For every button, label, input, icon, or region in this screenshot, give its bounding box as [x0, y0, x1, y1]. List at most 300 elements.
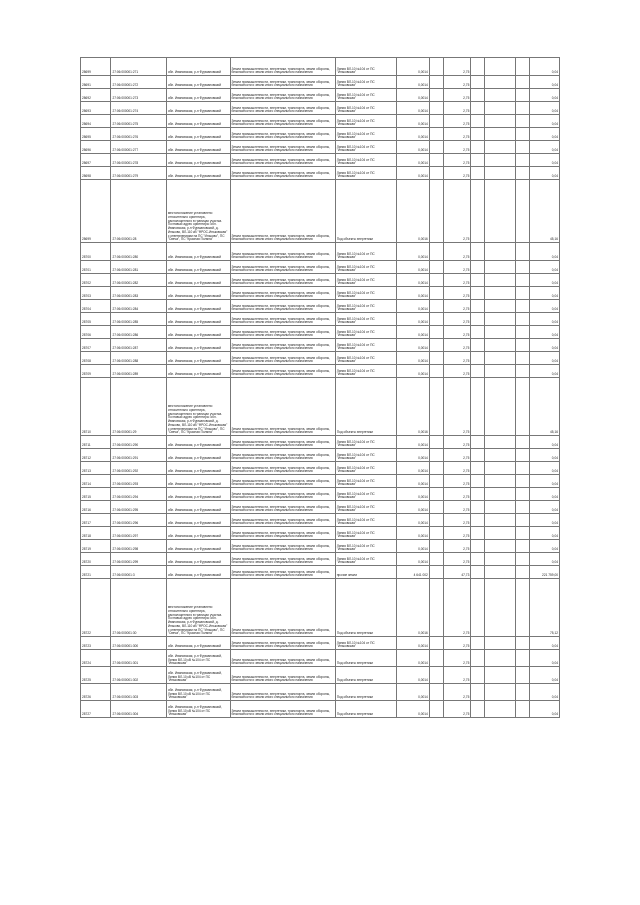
cell-cat: Земли промышленности, энергетики, транспорта, земли обороны, безопасности и земли иного специального назначения — [230, 527, 335, 540]
cell-empty — [485, 540, 515, 553]
cell-addr: обл. Ивановская, р-н Фурмановский — [166, 352, 230, 365]
cell-price: 2,75 — [443, 684, 471, 701]
cell-area: 0,0014 — [396, 637, 429, 650]
cell-total: 0,04 — [529, 128, 560, 141]
table-row — [81, 378, 560, 436]
cell-area: 0,0014 — [396, 313, 429, 326]
cell-cad: 27:06:000001:299 — [111, 553, 166, 566]
cell-use: Под объекты энергетики — [335, 684, 396, 701]
cell-area: 0,0014 — [396, 449, 429, 462]
table-row — [81, 326, 560, 339]
cell-cat: Земли промышленности, энергетики, транспорта, земли обороны, безопасности и земли иного специального назначения — [230, 76, 335, 89]
cell-price: 2,75 — [443, 527, 471, 540]
cell-area: 0,0014 — [396, 141, 429, 154]
table-row — [81, 313, 560, 326]
cell-price: 47,73 — [443, 566, 471, 579]
table-row — [81, 167, 560, 180]
cell-empty — [471, 579, 485, 637]
cell-empty — [429, 667, 443, 684]
cell-addr: обл. Ивановская, р-н Фурмановский — [166, 365, 230, 378]
cell-empty — [471, 566, 485, 579]
table-row — [81, 684, 560, 701]
cell-empty — [485, 501, 515, 514]
cell-cat: Земли промышленности, энергетики, транспорта, земли обороны, безопасности и земли иного специального назначения — [230, 462, 335, 475]
cell-empty — [485, 261, 515, 274]
cell-addr: обл. Ивановская, р-н Фурмановский — [166, 287, 230, 300]
cell-total: 0,04 — [529, 488, 560, 501]
cell-addr: обл. Ивановская, р-н Фурмановский — [166, 436, 230, 449]
table-row — [81, 102, 560, 115]
cell-empty — [429, 89, 443, 102]
cell-use: Линия ВЛ-10 №104 от ПС "Иньковская" — [335, 436, 396, 449]
cell-addr: обл. Ивановская, р-н Фурмановский — [166, 76, 230, 89]
cell-total: 0,04 — [529, 300, 560, 313]
table-row — [81, 243, 560, 261]
cell-cat: Земли промышленности, энергетики, транспорта, земли обороны, безопасности и земли иного специального назначения — [230, 115, 335, 128]
cell-cad: 27:06:000001:30 — [111, 579, 166, 637]
cell-empty — [471, 141, 485, 154]
cell-use: Линия ВЛ-10 №104 от ПС "Иньковская" — [335, 89, 396, 102]
cell-empty — [515, 462, 529, 475]
cell-empty — [471, 261, 485, 274]
cell-area: 0,0014 — [396, 167, 429, 180]
cell-price: 2,75 — [443, 58, 471, 76]
cell-price: 2,75 — [443, 76, 471, 89]
cell-cad: 27:06:000001:301 — [111, 650, 166, 667]
cell-empty — [485, 326, 515, 339]
table-body — [81, 58, 560, 718]
cell-area: 0,0014 — [396, 365, 429, 378]
cell-use: Под объекты энергетики — [335, 701, 396, 718]
cell-price: 2,75 — [443, 637, 471, 650]
cell-area: 0,0014 — [396, 326, 429, 339]
cell-total: 0,04 — [529, 449, 560, 462]
cell-area: 0,0014 — [396, 339, 429, 352]
cell-empty — [515, 287, 529, 300]
cell-id: 28700 — [81, 243, 111, 261]
cell-empty — [485, 527, 515, 540]
cell-total: 221 759,00 — [529, 566, 560, 579]
cell-empty — [485, 274, 515, 287]
cell-addr: обл. Ивановская, р-н Фурмановский — [166, 128, 230, 141]
cell-empty — [515, 274, 529, 287]
cell-total: 0,04 — [529, 313, 560, 326]
table-row — [81, 89, 560, 102]
cell-empty — [515, 154, 529, 167]
cell-empty — [485, 436, 515, 449]
cell-id: 28705 — [81, 313, 111, 326]
table-row — [81, 365, 560, 378]
cell-id: 28698 — [81, 167, 111, 180]
cell-cat: Земли промышленности, энергетики, транспорта, земли обороны, безопасности и земли иного специального назначения — [230, 365, 335, 378]
cell-addr: обл. Ивановская, р-н Фурмановский — [166, 339, 230, 352]
table-row — [81, 553, 560, 566]
cell-total: 0,04 — [529, 243, 560, 261]
cell-empty — [429, 243, 443, 261]
cell-cad: 27:06:000001:285 — [111, 313, 166, 326]
cell-empty — [485, 287, 515, 300]
cell-price: 2,75 — [443, 352, 471, 365]
cell-addr: обл. Ивановская, р-н Фурмановский — [166, 637, 230, 650]
cell-cad: 27:06:000001:274 — [111, 102, 166, 115]
cell-price: 2,75 — [443, 650, 471, 667]
cell-price: 2,75 — [443, 488, 471, 501]
cell-id: 28699 — [81, 58, 111, 76]
table-row — [81, 579, 560, 637]
cell-id: 28725 — [81, 667, 111, 684]
cell-cad: 27:06:000001:282 — [111, 274, 166, 287]
cell-id: 28723 — [81, 637, 111, 650]
cell-cat: Земли промышленности, энергетики, транспорта, земли обороны, безопасности и земли иного специального назначения — [230, 313, 335, 326]
cell-total: 0,04 — [529, 514, 560, 527]
cell-empty — [471, 436, 485, 449]
cell-empty — [471, 180, 485, 243]
cell-empty — [515, 102, 529, 115]
cell-cad: 27:06:000001:302 — [111, 667, 166, 684]
cell-empty — [429, 378, 443, 436]
cell-cat: Земли промышленности, энергетики, транспорта, земли обороны, безопасности и земли иного специального назначения — [230, 167, 335, 180]
cell-addr: обл. Ивановская, р-н Фурмановский — [166, 326, 230, 339]
cell-price: 2,75 — [443, 167, 471, 180]
cell-empty — [471, 684, 485, 701]
cell-id: 28727 — [81, 701, 111, 718]
cell-area: 0,0016 — [396, 180, 429, 243]
cell-empty — [429, 326, 443, 339]
cell-cad: 27:06:000001:294 — [111, 488, 166, 501]
cell-empty — [471, 449, 485, 462]
cell-cad: 27:06:000001:289 — [111, 365, 166, 378]
table-row — [81, 128, 560, 141]
cell-price: 2,75 — [443, 115, 471, 128]
cell-price: 2,75 — [443, 701, 471, 718]
cell-use: Линия ВЛ-10 №104 от ПС "Иньковская" — [335, 637, 396, 650]
cell-empty — [515, 352, 529, 365]
cell-total: 75,12 — [529, 579, 560, 637]
table-row — [81, 339, 560, 352]
cell-empty — [471, 553, 485, 566]
cell-price: 2,75 — [443, 501, 471, 514]
cell-total: 0,04 — [529, 76, 560, 89]
cell-empty — [515, 475, 529, 488]
cell-use: Линия ВЛ-10 №104 от ПС "Иньковская" — [335, 326, 396, 339]
cell-cat: Земли промышленности, энергетики, транспорта, земли обороны, безопасности и земли иного специального назначения — [230, 141, 335, 154]
cell-total: 0,04 — [529, 261, 560, 274]
cell-use: Линия ВЛ-10 №104 от ПС "Иньковская" — [335, 76, 396, 89]
cell-total: 0,04 — [529, 637, 560, 650]
cell-cat: Земли промышленности, энергетики, транспорта, земли обороны, безопасности и земли иного специального назначения — [230, 566, 335, 579]
cell-empty — [515, 579, 529, 637]
table-row — [81, 300, 560, 313]
table-row — [81, 501, 560, 514]
cell-cat: Земли промышленности, энергетики, транспорта, земли обороны, безопасности и земли иного специального назначения — [230, 475, 335, 488]
cell-empty — [515, 313, 529, 326]
cell-addr: обл. Ивановская, р-н Фурмановский — [166, 488, 230, 501]
cell-price: 2,75 — [443, 261, 471, 274]
table-row — [81, 141, 560, 154]
cell-empty — [515, 89, 529, 102]
cell-cad: 27:06:000001:293 — [111, 475, 166, 488]
cell-price: 2,75 — [443, 378, 471, 436]
cell-id: 28712 — [81, 449, 111, 462]
cell-total: 0,04 — [529, 352, 560, 365]
cell-empty — [515, 514, 529, 527]
cell-area: 0,0016 — [396, 378, 429, 436]
cell-cat: Земли промышленности, энергетики, транспорта, земли обороны, безопасности и земли иного специального назначения — [230, 684, 335, 701]
cell-id: 28708 — [81, 352, 111, 365]
cell-use: Линия ВЛ-10 №104 от ПС "Иньковская" — [335, 154, 396, 167]
cell-cad: 27:06:000001:303 — [111, 684, 166, 701]
cell-empty — [471, 313, 485, 326]
table-row — [81, 154, 560, 167]
cell-empty — [471, 274, 485, 287]
cell-empty — [515, 667, 529, 684]
cell-empty — [471, 128, 485, 141]
cell-empty — [515, 167, 529, 180]
cell-cad: 27:06:000001:275 — [111, 115, 166, 128]
cell-cat: Земли промышленности, энергетики, транспорта, земли обороны, безопасности и земли иного специального назначения — [230, 287, 335, 300]
cell-empty — [485, 102, 515, 115]
table-row — [81, 180, 560, 243]
cell-empty — [485, 701, 515, 718]
cell-total: 0,04 — [529, 167, 560, 180]
cell-empty — [485, 352, 515, 365]
cell-id: 28699 — [81, 180, 111, 243]
cell-addr: обл. Ивановская, р-н Фурмановский — [166, 527, 230, 540]
cell-empty — [471, 365, 485, 378]
cell-empty — [429, 180, 443, 243]
table-row — [81, 76, 560, 89]
cell-empty — [429, 261, 443, 274]
cell-total: 0,04 — [529, 701, 560, 718]
cell-area: 0,0014 — [396, 128, 429, 141]
cell-area: 0,0014 — [396, 701, 429, 718]
cell-use: Линия ВЛ-10 №104 от ПС "Иньковская" — [335, 365, 396, 378]
cell-empty — [429, 637, 443, 650]
cell-id: 28696 — [81, 141, 111, 154]
cell-empty — [515, 527, 529, 540]
cell-empty — [429, 141, 443, 154]
cell-area: 0,0014 — [396, 261, 429, 274]
cell-empty — [471, 154, 485, 167]
cell-cad: 27:06:000001:273 — [111, 89, 166, 102]
land-plots-table — [80, 57, 560, 718]
cell-addr: местоположение установлено относительно ориентира, расположенного в границах участка. Почтовый адрес ориентира: обл. Ивановская, р-н Фурмановский, д. Иньково, ВЛ-110 кВ "ФРОС-Иньковская" с ответвлениями на ПС "Иньково", ПС "Свеча", ПС "Красная Поляна" — [166, 180, 230, 243]
cell-use: Линия ВЛ-10 №104 от ПС "Иньковская" — [335, 274, 396, 287]
cell-price: 2,75 — [443, 579, 471, 637]
cell-addr: обл. Ивановская, р-н Фурмановский — [166, 274, 230, 287]
cell-use: Линия ВЛ-10 №104 от ПС "Иньковская" — [335, 115, 396, 128]
cell-price: 2,75 — [443, 462, 471, 475]
cell-empty — [515, 141, 529, 154]
cell-id: 28706 — [81, 326, 111, 339]
cell-price: 2,75 — [443, 313, 471, 326]
cell-empty — [429, 287, 443, 300]
cell-empty — [429, 540, 443, 553]
cell-cat: Земли промышленности, энергетики, транспорта, земли обороны, безопасности и земли иного специального назначения — [230, 701, 335, 718]
cell-cat: Земли промышленности, энергетики, транспорта, земли обороны, безопасности и земли иного специального назначения — [230, 89, 335, 102]
cell-area: 0,0014 — [396, 667, 429, 684]
cell-id: 28716 — [81, 501, 111, 514]
cell-use: Под объекты энергетики — [335, 667, 396, 684]
table-row — [81, 701, 560, 718]
cell-cad: 27:06:000001:288 — [111, 352, 166, 365]
cell-cat: Земли промышленности, энергетики, транспорта, земли обороны, безопасности и земли иного специального назначения — [230, 540, 335, 553]
cell-cat: Земли промышленности, энергетики, транспорта, земли обороны, безопасности и земли иного специального назначения — [230, 514, 335, 527]
cell-total: 45,16 — [529, 180, 560, 243]
cell-empty — [429, 553, 443, 566]
table-row — [81, 488, 560, 501]
cell-total: 0,04 — [529, 684, 560, 701]
cell-empty — [515, 243, 529, 261]
cell-id: 28701 — [81, 261, 111, 274]
cell-area: 0,0014 — [396, 540, 429, 553]
cell-addr: обл. Ивановская, р-н Фурмановский, Линия ВЛ-10 кВ №104 от ПС "Иньковская" — [166, 667, 230, 684]
cell-use: Линия ВЛ-10 №104 от ПС "Иньковская" — [335, 300, 396, 313]
cell-empty — [471, 352, 485, 365]
cell-price: 2,75 — [443, 154, 471, 167]
cell-addr: обл. Ивановская, р-н Фурмановский — [166, 89, 230, 102]
cell-empty — [515, 553, 529, 566]
cell-total: 0,04 — [529, 58, 560, 76]
cell-use: Линия ВЛ-10 №104 от ПС "Иньковская" — [335, 167, 396, 180]
cell-total: 0,04 — [529, 326, 560, 339]
cell-empty — [429, 339, 443, 352]
cell-addr: обл. Ивановская, р-н Фурмановский — [166, 300, 230, 313]
cell-use: Под объекты энергетики — [335, 378, 396, 436]
cell-empty — [429, 274, 443, 287]
table-row — [81, 58, 560, 76]
cell-addr: обл. Ивановская, р-н Фурмановский — [166, 115, 230, 128]
cell-total: 0,04 — [529, 475, 560, 488]
cell-empty — [515, 449, 529, 462]
cell-area: 0,0014 — [396, 475, 429, 488]
cell-empty — [429, 449, 443, 462]
cell-id: 28709 — [81, 365, 111, 378]
cell-empty — [515, 58, 529, 76]
cell-empty — [429, 365, 443, 378]
cell-empty — [471, 501, 485, 514]
cell-empty — [485, 76, 515, 89]
cell-use: Линия ВЛ-10 №104 от ПС "Иньковская" — [335, 501, 396, 514]
cell-id: 28703 — [81, 287, 111, 300]
cell-addr: обл. Ивановская, р-н Фурмановский — [166, 102, 230, 115]
cell-total: 0,04 — [529, 339, 560, 352]
cell-empty — [485, 339, 515, 352]
cell-empty — [485, 180, 515, 243]
cell-addr: обл. Ивановская, р-н Фурмановский — [166, 501, 230, 514]
cell-price: 2,75 — [443, 365, 471, 378]
cell-empty — [485, 667, 515, 684]
cell-empty — [429, 488, 443, 501]
cell-use: Линия ВЛ-10 №104 от ПС "Иньковская" — [335, 352, 396, 365]
cell-empty — [485, 243, 515, 261]
cell-use: Линия ВЛ-10 №104 от ПС "Иньковская" — [335, 488, 396, 501]
cell-price: 2,75 — [443, 287, 471, 300]
cell-area: 0,0014 — [396, 488, 429, 501]
table-row — [81, 287, 560, 300]
cell-price: 2,75 — [443, 553, 471, 566]
cell-cad: 27:06:000001:291 — [111, 449, 166, 462]
table-row — [81, 475, 560, 488]
cell-empty — [485, 141, 515, 154]
cell-area: 0,0014 — [396, 501, 429, 514]
cell-empty — [515, 115, 529, 128]
cell-cat: Земли промышленности, энергетики, транспорта, земли обороны, безопасности и земли иного специального назначения — [230, 553, 335, 566]
cell-id: 28720 — [81, 553, 111, 566]
cell-total: 0,04 — [529, 667, 560, 684]
cell-area: 4 641 002 — [396, 566, 429, 579]
cell-empty — [471, 378, 485, 436]
cell-empty — [485, 378, 515, 436]
cell-empty — [471, 300, 485, 313]
cell-cat: Земли промышленности, энергетики, транспорта, земли обороны, безопасности и земли иного специального назначения — [230, 352, 335, 365]
cell-addr: обл. Ивановская, р-н Фурмановский — [166, 566, 230, 579]
cell-use: Линия ВЛ-10 №104 от ПС "Иньковская" — [335, 243, 396, 261]
cell-empty — [485, 553, 515, 566]
cell-empty — [471, 102, 485, 115]
table-row — [81, 436, 560, 449]
cell-empty — [485, 579, 515, 637]
cell-id: 28702 — [81, 274, 111, 287]
cell-cad: 27:06:000001:287 — [111, 339, 166, 352]
cell-use: Линия ВЛ-10 №104 от ПС "Иньковская" — [335, 128, 396, 141]
cell-id: 28718 — [81, 527, 111, 540]
cell-area: 0,0014 — [396, 462, 429, 475]
cell-empty — [471, 115, 485, 128]
cell-empty — [485, 128, 515, 141]
cell-empty — [515, 339, 529, 352]
cell-area: 0,0014 — [396, 514, 429, 527]
cell-empty — [471, 701, 485, 718]
cell-cat: Земли промышленности, энергетики, транспорта, земли обороны, безопасности и земли иного специального назначения — [230, 449, 335, 462]
cell-empty — [485, 637, 515, 650]
cell-id: 28713 — [81, 462, 111, 475]
cell-empty — [485, 514, 515, 527]
cell-empty — [471, 89, 485, 102]
cell-empty — [429, 527, 443, 540]
cell-empty — [515, 300, 529, 313]
cell-cat: Земли промышленности, энергетики, транспорта, земли обороны, безопасности и земли иного специального назначения — [230, 326, 335, 339]
cell-total: 0,04 — [529, 154, 560, 167]
cell-empty — [429, 475, 443, 488]
cell-cad: 27:06:000001:276 — [111, 128, 166, 141]
cell-addr: обл. Ивановская, р-н Фурмановский — [166, 261, 230, 274]
cell-cat: Земли промышленности, энергетики, транспорта, земли обороны, безопасности и земли иного специального назначения — [230, 274, 335, 287]
cell-empty — [515, 76, 529, 89]
cell-cat: Земли промышленности, энергетики, транспорта, земли обороны, безопасности и земли иного специального назначения — [230, 261, 335, 274]
cell-empty — [429, 167, 443, 180]
cell-empty — [485, 566, 515, 579]
cell-empty — [515, 365, 529, 378]
cell-empty — [471, 514, 485, 527]
cell-empty — [429, 352, 443, 365]
cell-cat: Земли промышленности, энергетики, транспорта, земли обороны, безопасности и земли иного специального назначения — [230, 243, 335, 261]
cell-cad: 27:06:000001:279 — [111, 167, 166, 180]
cell-price: 2,75 — [443, 180, 471, 243]
cell-area: 0,0014 — [396, 650, 429, 667]
cell-empty — [429, 58, 443, 76]
cell-empty — [471, 76, 485, 89]
cell-id: 28717 — [81, 514, 111, 527]
cell-price: 2,75 — [443, 540, 471, 553]
cell-id: 28724 — [81, 650, 111, 667]
cell-price: 2,75 — [443, 449, 471, 462]
cell-total: 0,04 — [529, 274, 560, 287]
cell-empty — [515, 128, 529, 141]
cell-addr: обл. Ивановская, р-н Фурмановский — [166, 475, 230, 488]
cell-empty — [429, 436, 443, 449]
cell-empty — [471, 475, 485, 488]
